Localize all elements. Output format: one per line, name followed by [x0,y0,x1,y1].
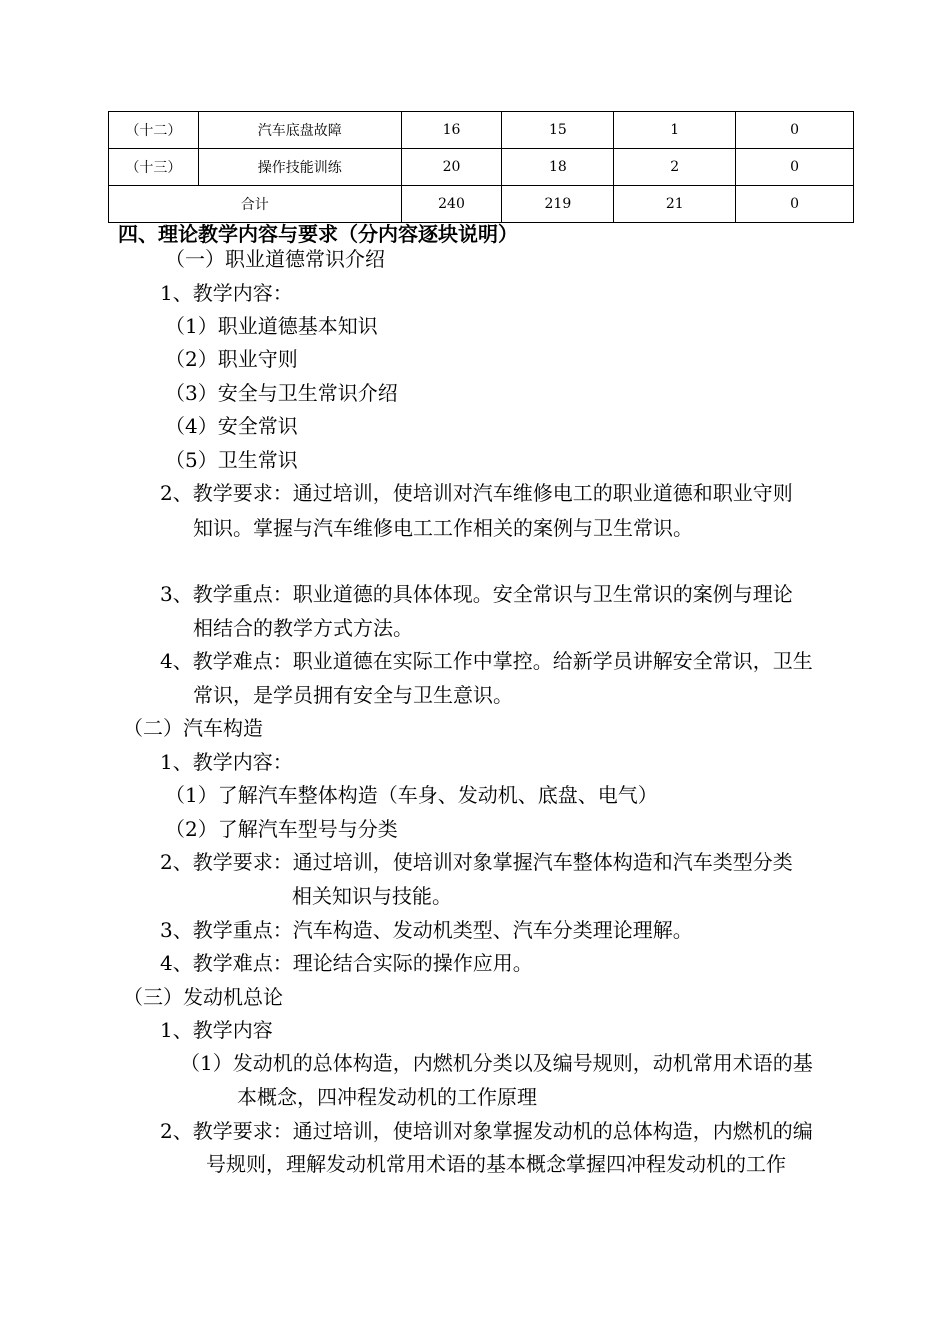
table-cell: 15 [502,112,614,149]
table-cell: 2 [614,149,736,186]
table-cell: （十三） [109,149,199,186]
table-cell: 219 [502,186,614,223]
hours-table [108,111,854,223]
list-item: （1）发动机的总体构造，内燃机分类以及编号规则，动机常用术语的基 [180,1051,813,1075]
table-cell: （十二） [109,112,199,149]
list-item: （2）了解汽车型号与分类 [165,817,398,841]
paragraph-line: 1、教学内容 [160,1018,273,1042]
paragraph-line: 1、教学内容： [160,750,293,774]
subsection-title: （三）发动机总论 [123,985,283,1009]
list-item: （5）卫生常识 [165,448,298,472]
list-item: （4）安全常识 [165,414,298,438]
table-row [109,112,854,149]
table-cell: 16 [401,112,502,149]
list-item: （3）安全与卫生常识介绍 [165,381,398,405]
list-item: （1）了解汽车整体构造（车身、发动机、底盘、电气） [165,783,658,807]
paragraph-line: 2、教学要求：通过培训，使培训对象掌握汽车整体构造和汽车类型分类 [160,850,793,874]
total-label: 合计 [109,186,402,223]
paragraph-line: 2、教学要求：通过培训，使培训对象掌握发动机的总体构造，内燃机的编 [160,1119,813,1143]
subsection-title: （二）汽车构造 [123,716,263,740]
paragraph-line: 相结合的教学方式方法。 [193,616,413,640]
paragraph-line: 相关知识与技能。 [292,884,452,908]
table-cell: 0 [736,149,854,186]
section-heading: 四、理论教学内容与要求（分内容逐块说明） [118,222,518,246]
list-item: （1）职业道德基本知识 [165,314,378,338]
list-item: （2）职业守则 [165,347,298,371]
table-cell: 21 [614,186,736,223]
subsection-title: （一）职业道德常识介绍 [165,247,385,271]
paragraph-line: 号规则，理解发动机常用术语的基本概念掌握四冲程发动机的工作 [206,1152,786,1176]
table-cell: 汽车底盘故障 [198,112,401,149]
paragraph-line: 本概念，四冲程发动机的工作原理 [237,1085,537,1109]
table-row [109,149,854,186]
table-cell: 0 [736,186,854,223]
table-cell: 240 [401,186,502,223]
paragraph-line: 常识，是学员拥有安全与卫生意识。 [193,683,513,707]
table-cell: 1 [614,112,736,149]
table-cell: 18 [502,149,614,186]
paragraph-line: 4、教学难点：职业道德在实际工作中掌控。给新学员讲解安全常识，卫生 [160,649,813,673]
paragraph-line: 3、教学重点：职业道德的具体体现。安全常识与卫生常识的案例与理论 [160,582,793,606]
paragraph-line: 3、教学重点：汽车构造、发动机类型、汽车分类理论理解。 [160,918,693,942]
table-cell: 操作技能训练 [198,149,401,186]
table-cell: 20 [401,149,502,186]
paragraph-line: 知识。掌握与汽车维修电工工作相关的案例与卫生常识。 [193,516,693,540]
paragraph-line: 2、教学要求：通过培训，使培训对汽车维修电工的职业道德和职业守则 [160,481,793,505]
table-total-row [109,186,854,223]
paragraph-line: 1、教学内容： [160,281,293,305]
paragraph-line: 4、教学难点：理论结合实际的操作应用。 [160,951,533,975]
table-cell: 0 [736,112,854,149]
